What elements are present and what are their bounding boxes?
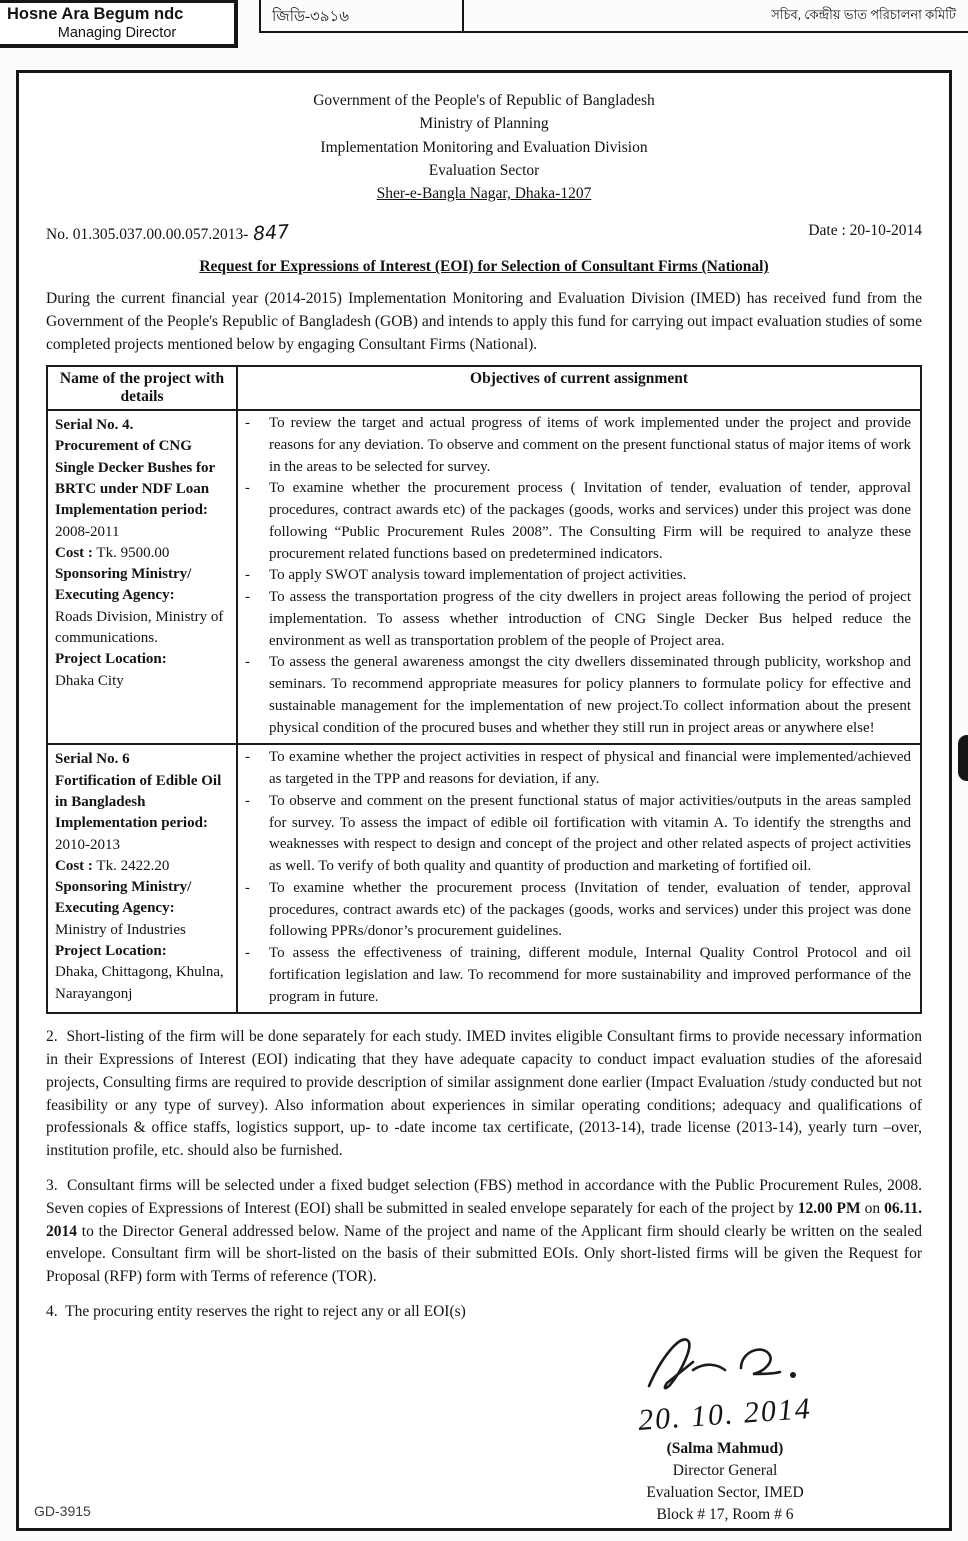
objectives-cell-1 <box>237 410 921 744</box>
division-line: Implementation Monitoring and Evaluation Division <box>320 138 648 156</box>
paragraph-4: 4. The procuring entity reserves the right to reject any or all EOI(s) <box>46 1302 466 1320</box>
project-detail-line: Roads Division, Ministry of communications. <box>55 608 224 647</box>
signature-image <box>635 1328 815 1398</box>
signatory-name: (Salma Mahmud) <box>666 1440 784 1458</box>
objective-item: - To assess the transportation progress of the city dwellers in project areas following the period of project implementation. To assess whether introduction of CNG Single Decker Bus helped reduce the environment as well as transportation problem of the people of Project area. <box>245 587 911 652</box>
project-detail-line: Serial No. 6 <box>55 751 130 768</box>
objective-item: - To examine whether the procurement process ( Invitation of tender, evaluation of tender, approval procedures, contract awards etc) of the packages (goods, works and services) under this project was done following “Public Procurement Rules 2008”. The Consulting Firm will be required to analyze these procurement related functions based on predetermined indicators. <box>245 478 911 565</box>
project-detail-line: Dhaka, Chittagong, Khulna, Narayangonj <box>55 964 224 1002</box>
objective-item: - To examine whether the procurement process (Invitation of tender, evaluation of tender, approval procedures, contract awards etc) of the packages (goods, works and services) under this project was done following PPRs/donor’s procurement guidelines. <box>245 878 911 943</box>
objective-item: - To review the target and actual progress of items of work implemented under the project and provide reasons for any deviation. To observe and comment on the present functional status of major items of work in the areas to be selected for survey. <box>245 413 911 478</box>
strip-rule <box>259 31 968 33</box>
document-title: Request for Expressions of Interest (EOI) for Selection of Consultant Firms (National) <box>199 258 769 276</box>
project-detail-line: Implementation period: 2008-2011 <box>55 502 208 540</box>
handwritten-ref-number: 847 <box>252 221 291 246</box>
reference-line <box>46 222 922 244</box>
eoi-notice-document <box>16 70 952 1531</box>
project-detail-line: Implementation period: 2010-2013 <box>55 815 208 853</box>
table-row-serial-6 <box>47 744 921 1013</box>
project-details-cell-1 <box>47 410 237 744</box>
reference-number-printed: No. 01.305.037.00.00.057.2013- <box>46 226 249 244</box>
project-detail-line: Dhaka City <box>55 672 124 689</box>
column-header-project: Name of the project with details <box>47 366 237 410</box>
address-line: Sher-e-Bangla Nagar, Dhaka-1207 <box>376 185 592 202</box>
officer-box <box>0 0 238 48</box>
committee-secretary-text: সচিব, কেন্দ্রীয় ভাত পরিচালনা কমিটি <box>771 7 956 22</box>
officer-name: Hosne Ara Begum ndc <box>7 5 184 23</box>
paragraph-3-segment: to the Director General addressed below. Name of the project and name of the Applicant firm should clearly be written on the sealed envelope. Consultant firm will be short-listed on the basis of their submitted EOIs. Only short-listed firms will be given the Request for Proposal (RFP) form with Terms of reference (TOR). <box>46 1222 922 1286</box>
strip-divider-right <box>462 0 464 31</box>
project-detail-line: Cost : Tk. 9500.00 <box>55 544 170 561</box>
table-row-serial-4 <box>47 410 921 744</box>
project-detail-line: Fortification of Edible Oil in Bangladesh <box>55 772 222 810</box>
projects-table <box>46 365 922 1014</box>
project-detail-line: Serial No. 4. <box>55 417 134 434</box>
press-code: GD-3915 <box>34 1503 91 1519</box>
scan-artifact <box>958 735 968 781</box>
objectives-cell-2 <box>237 744 921 1013</box>
objective-item: - To observe and comment on the present functional status of major activities/outputs in the areas sampled for survey. To assess the impact of edible oil fortification with vitamin A. To identify the strengths and weaknesses with respect to design and concept of the project and other related aspects of project activities as well. To verify of both quality and quantity of production and marketing of fortified oil. <box>245 791 911 878</box>
signatory-org: Evaluation Sector, IMED <box>646 1484 804 1502</box>
project-detail-line: Cost : Tk. 2422.20 <box>55 857 170 874</box>
ministry-line: Ministry of Planning <box>419 115 549 133</box>
government-line: Government of the People's of Republic of Bangladesh <box>313 92 655 109</box>
paragraph-3-segment: on <box>860 1199 885 1217</box>
project-details-cell-2 <box>47 744 237 1013</box>
project-detail-line: Sponsoring Ministry/ Executing Agency: <box>55 879 192 917</box>
paragraph-3-segment: 3. Consultant firms will be selected under a fixed budget selection (FBS) method in accordance with the Public Procurement Rules, 2008. Seven copies of Expressions of Interest (EOI) shall be submitted in sealed envelope separately for each of the project by <box>46 1177 922 1217</box>
project-detail-line: Project Location: <box>55 651 167 668</box>
paragraph-3 <box>46 1175 922 1289</box>
officer-title: Managing Director <box>57 25 177 41</box>
sector-line: Evaluation Sector <box>428 161 540 179</box>
document-date: Date : 20-10-2014 <box>808 222 922 240</box>
intro-paragraph: During the current financial year (2014-2015) Implementation Monitoring and Evaluation Division (IMED) has received fund from the Government of the People's Republic of Bangladesh (GOB) and intends to apply this fund for carrying out impact evaluation studies of some completed projects mentioned below by engaging Consultant Firms (National). <box>46 290 922 354</box>
column-header-objectives: Objectives of current assignment <box>237 366 921 410</box>
reference-number <box>46 222 290 244</box>
paragraph-3-segment: 12.00 PM <box>797 1199 861 1217</box>
objective-item: - To examine whether the project activities in respect of physical and financial were implemented/achieved as targeted in the TPP and reasons for deviation, if any. <box>245 747 911 791</box>
paragraph-3-segment: 06.11. 2014 <box>46 1199 923 1240</box>
paragraph-2: 2. Short-listing of the firm will be done separately for each study. IMED invites eligible Consultant firms to provide necessary information in their Expressions of Interest (EOI) indicating that they have adequate capacity to conduct impact evaluation studies of the aforesaid projects, Consulting firms are required to provide description of similar assignment done earlier (Impact Evaluation /study conducted but not feasibility or any type of survey). Also information about experiences in similar operating conditions; adequacy and qualifications of professionals & office staffs, logistics support, up- to -date income tax certificate, (2013-14), trade license (2013-14), yearly turn –over, institution profile, etc. should also be furnished. <box>46 1028 922 1160</box>
project-detail-line: Procurement of CNG Single Decker Bushes for BRTC under NDF Loan <box>55 438 215 497</box>
signatory-address: Block # 17, Room # 6 <box>656 1506 794 1524</box>
letterhead <box>46 89 922 205</box>
objective-item: - To assess the general awareness amongst the city dwellers disseminated through publicity, workshop and seminars. To recommend appropriate measures for policy planners to formulate policy for effective and sustainable management for the implementation of new project.To collect information about the present physical condition of the procured buses and whether they still run in project areas or anywhere else! <box>245 652 911 739</box>
signatory-title: Director General <box>672 1462 778 1480</box>
signature-block <box>570 1328 880 1527</box>
objective-item: - To apply SWOT analysis toward implementation of project activities. <box>245 565 911 587</box>
gd-reference-text: জিডি-৩৯১৬ <box>272 9 350 25</box>
project-detail-line: Sponsoring Ministry/ Executing Agency: <box>55 566 192 604</box>
objective-item: - To assess the effectiveness of training, different module, Internal Quality Control Protocol and oil fortification legislation and law. To recommend for more sustainability and improved performance of the program in future. <box>245 943 911 1008</box>
table-header-row <box>47 366 921 410</box>
project-detail-line: Project Location: <box>55 942 167 959</box>
strip-divider-left <box>259 0 261 31</box>
project-detail-line: Ministry of Industries <box>55 921 186 938</box>
handwritten-date: 20. 10. 2014 <box>637 1391 813 1437</box>
